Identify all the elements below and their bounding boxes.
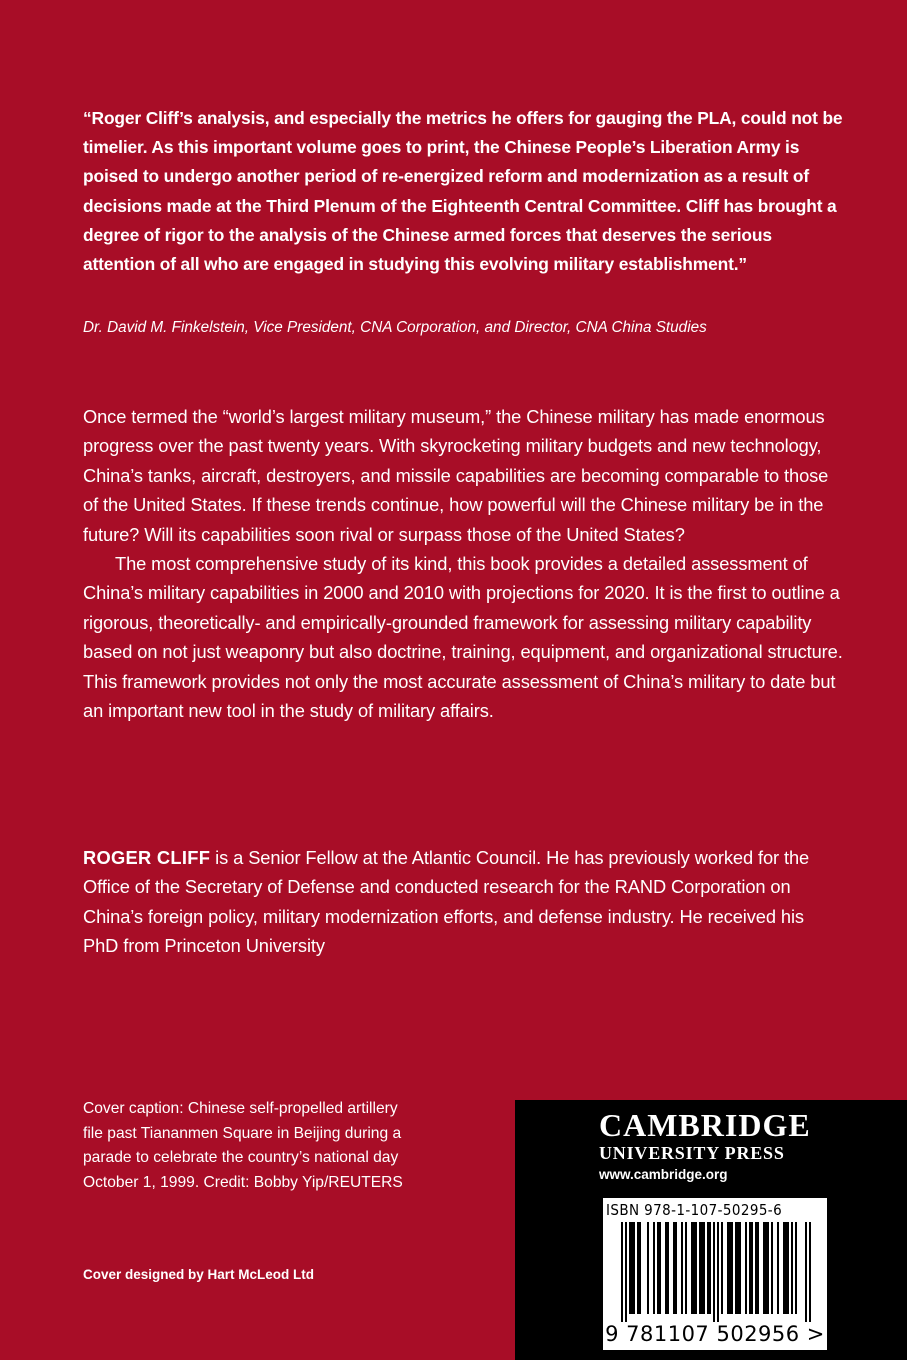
barcode-bar	[685, 1222, 687, 1314]
designer-credit: Cover designed by Hart McLeod Ltd	[83, 1267, 315, 1282]
barcode-bar	[795, 1222, 797, 1314]
barcode-bar	[785, 1222, 787, 1314]
barcode-bar	[657, 1222, 659, 1314]
barcode-bar	[637, 1222, 639, 1314]
barcode-bar	[653, 1222, 655, 1314]
barcode-bar	[695, 1222, 697, 1314]
author-bio-text: is a Senior Fellow at the Atlantic Council. He has previously worked for the Office of the Secretary of Defense and conducted research for the RAND Corporation on China’s foreign policy, military modernization efforts, and defense industry. He received his PhD from Princeton University	[83, 847, 810, 957]
barcode-bar	[763, 1222, 765, 1314]
barcode-area	[603, 1198, 827, 1350]
barcode-bar	[701, 1222, 703, 1314]
barcode-bar	[731, 1222, 733, 1314]
book-description	[83, 402, 843, 725]
barcode-bar	[783, 1222, 785, 1314]
cover-caption: Cover caption: Chinese self-propelled artillery file past Tiananmen Square in Beijing during a parade to celebrate the country’s national day October 1, 1999. Credit: Bobby Yip/REUTERS	[83, 1100, 403, 1191]
barcode	[603, 1222, 827, 1322]
endorsement-attribution: Dr. David M. Finkelstein, Vice President, CNA Corporation, and Director, CNA China Studies	[83, 319, 707, 336]
barcode-bar	[625, 1222, 627, 1322]
endorsement-quote: “Roger Cliff’s analysis, and especially the metrics he offers for gauging the PLA, could not be timelier. As this important volume goes to print, the Chinese People’s Liberation Army is poised to undergo another period of re-energized reform and modernization as a result of decisions made at the Third Plenum of the Eighteenth Central Committee. Cliff has brought a degree of rigor to the analysis of the Chinese armed forces that deserves the serious attention of all who are engaged in studying this evolving military establishment.”	[83, 108, 843, 275]
barcode-bar	[667, 1222, 669, 1314]
barcode-bar	[631, 1222, 633, 1314]
barcode-bar	[713, 1222, 715, 1322]
barcode-bar	[709, 1222, 711, 1314]
barcode-bar	[791, 1222, 793, 1314]
isbn-label: ISBN 978-1-107-50295-6	[606, 1201, 783, 1219]
barcode-bar	[691, 1222, 693, 1314]
barcode-bar	[745, 1222, 747, 1314]
barcode-bar	[737, 1222, 739, 1314]
barcode-bar	[727, 1222, 729, 1314]
barcode-bar	[665, 1222, 667, 1314]
barcode-bar	[675, 1222, 677, 1314]
barcode-bar	[681, 1222, 683, 1314]
barcode-bar	[639, 1222, 641, 1314]
author-bio	[83, 843, 843, 961]
barcode-bar	[751, 1222, 753, 1314]
barcode-bar	[703, 1222, 705, 1314]
barcode-bar	[765, 1222, 767, 1314]
barcode-bar	[777, 1222, 779, 1314]
description-paragraph-1: Once termed the “world’s largest military museum,” the Chinese military has made enormous progress over the past twenty years. With skyrocketing military budgets and new technology, China’s tanks, aircraft, destroyers, and missile capabilities are becoming comparable to those of the United States. If these trends continue, how powerful will the Chinese military be in the future? Will its capabilities soon rival or surpass those of the United States?	[83, 406, 829, 545]
barcode-digits: 9 781107 502956 >	[605, 1322, 825, 1346]
barcode-bar	[717, 1222, 719, 1322]
barcode-bar	[707, 1222, 709, 1314]
barcode-bar	[659, 1222, 661, 1314]
barcode-bar	[757, 1222, 759, 1314]
barcode-bar	[673, 1222, 675, 1314]
description-paragraph-2: The most comprehensive study of its kind, this book provides a detailed assessment of China’s military capabilities in 2000 and 2010 with projections for 2020. It is the first to outline a rigorous, theoretically- and empirically-grounded framework for assessing military capability based on not just weaponry but also doctrine, training, equipment, and organizational structure. This framework provides not only the most accurate assessment of China’s military to date but an important new tool in the study of military affairs.	[83, 553, 843, 722]
barcode-bar	[693, 1222, 695, 1314]
author-name: ROGER CLIFF	[83, 847, 211, 868]
publisher-subtitle: UNIVERSITY PRESS	[599, 1143, 785, 1163]
barcode-bar	[767, 1222, 769, 1314]
barcode-bar	[735, 1222, 737, 1314]
barcode-bar	[633, 1222, 635, 1314]
barcode-bar	[729, 1222, 731, 1314]
barcode-bar	[771, 1222, 773, 1314]
barcode-bar	[721, 1222, 723, 1314]
barcode-bar	[647, 1222, 649, 1314]
barcode-bar	[755, 1222, 757, 1314]
barcode-bar	[621, 1222, 623, 1322]
barcode-bar	[809, 1222, 811, 1322]
publisher-logo: CAMBRIDGE	[599, 1107, 811, 1143]
barcode-bar	[749, 1222, 751, 1314]
barcode-bar	[739, 1222, 741, 1314]
barcode-bar	[787, 1222, 789, 1314]
publisher-block	[515, 1100, 907, 1360]
barcode-bar	[629, 1222, 631, 1314]
barcode-bar	[805, 1222, 807, 1322]
barcode-bar	[699, 1222, 701, 1314]
publisher-url: www.cambridge.org	[599, 1167, 728, 1182]
